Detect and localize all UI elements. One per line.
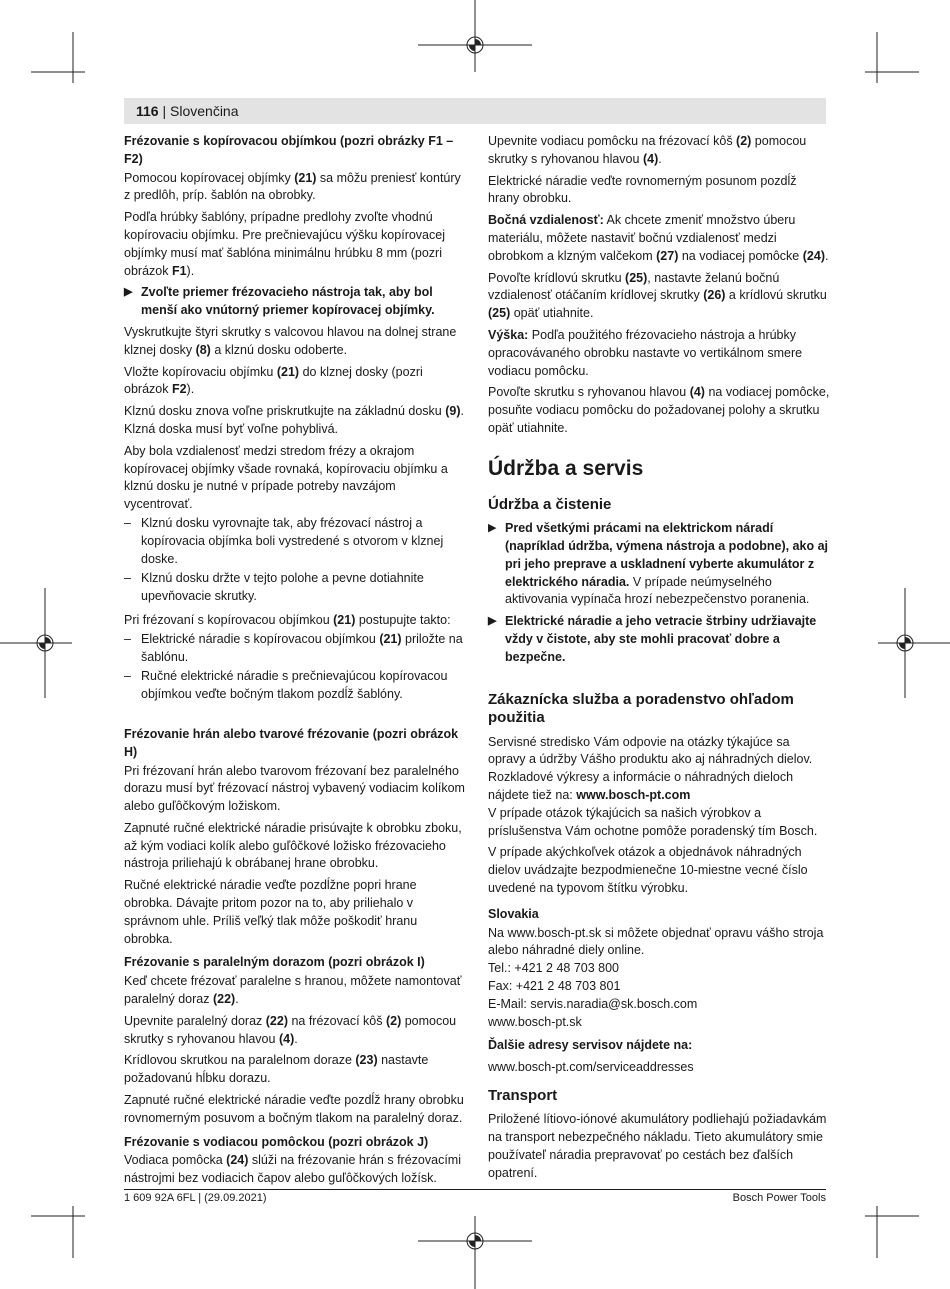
paragraph: Upevnite vodiacu pomôcku na frézovací kôš (2) pomocou skrutky s ryhovanou hlavou (4). [488, 134, 807, 166]
paragraph: Servisné stredisko Vám odpovie na otázky týkajúce sa opravy a údržby Vášho produktu ako aj náhradných dielov. Rozkladové výkresy a informácie o náhradných dieloch nájdete tiež na: www.bosch-pt.com [488, 734, 813, 803]
warning-bullet: ▶ Pred všetkými prácami na elektrickom náradí (napríklad údržba, výmena nástroja a podobne), ako aj pri jeho preprave a uskladnení vyberte akumulátor z elektrického náradia. V prípade neúmyselného aktivovania vypínača hrozí nebezpečenstvo poranenia. [488, 521, 828, 607]
paragraph: Vyskrutkujte štyri skrutky s valcovou hlavou na dolnej strane klznej dosky (8) a klznú dosku odoberte. [124, 324, 457, 357]
paragraph: Krídlovou skrutkou na paralelnom doraze (23) nastavte požadovanú hĺbku dorazu. [124, 1053, 429, 1086]
contact-fax: Fax: +421 2 48 703 801 [488, 978, 621, 993]
paragraph: Klznú dosku znova voľne priskrutkujte na základnú dosku (9). Klzná doska musí byť voľne pohyblivá. [124, 404, 464, 436]
dash-list-item: – Ručné elektrické náradie s prečnievajúcou kopírovacou objímkou veďte bočným tlakom pozdĺž šablóny. [124, 669, 448, 702]
footer-brand: Bosch Power Tools [732, 1192, 826, 1204]
paragraph: Elektrické náradie veďte rovnomerným posunom pozdĺž hrany obrobku. [488, 173, 797, 206]
paragraph: Podľa hrúbky šablóny, prípadne predlohy zvoľte vhodnú kopírovaciu objímku. Pre prečnievajúcu výšku kopírovacej objímky musí mať šablóna minimálnu hrúbku 8 mm (pozri obrázok F1). [124, 210, 445, 278]
paragraph: Pri frézovaní s kopírovacou objímkou (21) postupujte takto: [124, 612, 451, 627]
paragraph: Pri frézovaní hrán alebo tvarovom frézovaní bez paralelného dorazu musí byť frézovací nástroj vybavený vodiacim kolíkom alebo guľôčkovým ložiskom. [124, 763, 465, 814]
left-column [124, 133, 466, 1192]
contact-tel: Tel.: +421 2 48 703 800 [488, 961, 620, 976]
dash-list-item: – Klznú dosku držte v tejto polohe a pevne dotiahnite upevňovacie skrutky. [124, 571, 424, 604]
dash-list-item: – Klznú dosku vyrovnajte tak, aby frézovací nástroj a kopírovacia objímka boli vystredené s otvorom v klznej doske. [124, 515, 444, 566]
header-language: Slovenčina [170, 103, 239, 119]
paragraph: Aby bola vzdialenosť medzi stredom frézy a okrajom kopírovacej objímky všade rovnaká, kopírovaciu objímku a klznú dosku je nutné v prípade potreby navzájom vycentrovať. [124, 443, 448, 512]
warning-bullet: ▶ Zvoľte priemer frézovacieho nástroja tak, aby bol menší ako vnútorný priemer kopírovacej objímky. [124, 285, 435, 318]
page-number: 116 [136, 103, 159, 119]
warning-bullet: ▶ Elektrické náradie a jeho vetracie štrbiny udržiavajte vždy v čistote, aby ste mohli pracovať dobre a bezpečne. [488, 614, 817, 664]
section-heading: Zákaznícka služba a poradenstvo ohľadom použitia [488, 690, 794, 727]
chapter-heading: Údržba a servis [488, 456, 644, 480]
section-title: Frézovanie s paralelným dorazom (pozri obrázok I) [124, 955, 425, 970]
contact-email[interactable]: E-Mail: servis.naradia@sk.bosch.com [488, 996, 698, 1011]
paragraph: Zapnuté ručné elektrické náradie prisúvajte k obrobku zboku, až kým vodiaci kolík alebo guľôčkové ložisko frézovacieho nástroja priliehajú k obrábanej hrane obrobku. [124, 820, 462, 871]
service-url[interactable]: www.bosch-pt.com [576, 788, 691, 803]
paragraph: Výška: Podľa použitého frézovacieho nástroja a hrúbky opracovávaného obrobku nastavte vo vertikálnom smere vodiacu pomôcku. [488, 327, 803, 378]
footer-rule [124, 1189, 826, 1190]
paragraph: Povoľte skrutku s ryhovanou hlavou (4) na vodiacej pomôcke, posuňte vodiacu pomôcku do požadovanej polohy a skrutku opäť utiahnite. [488, 385, 830, 435]
paragraph: Zapnuté ručné elektrické náradie veďte pozdĺž hrany obrobku rovnomerným posuvom a bočným tlakom na paralelný doraz. [124, 1093, 464, 1125]
country-title: Slovakia [488, 906, 539, 921]
paragraph: Vložte kopírovaciu objímku (21) do klznej dosky (pozri obrázok F2). [124, 364, 423, 397]
paragraph: V prípade akýchkoľvek otázok a objednávok náhradných dielov uvádzajte bezpodmienečne 10-miestne vecné číslo uvedené na typovom štítku výrobku. [488, 845, 808, 895]
paragraph: Vodiaca pomôcka (24) slúži na frézovanie hrán s frézovacími nástrojmi bez vodiacich čapov alebo guľôčkových ložísk. [124, 1153, 461, 1186]
header-separator: | [158, 103, 171, 119]
section-heading: Transport [488, 1086, 558, 1104]
page-header [136, 103, 239, 119]
paragraph: Pomocou kopírovacej objímky (21) sa môžu preniesť kontúry z predlôh, príp. šablón na obrobky. [124, 170, 461, 203]
dash-list-item: – Elektrické náradie s kopírovacou objímkou (21) priložte na šablónu. [124, 631, 463, 664]
contact-web[interactable]: www.bosch-pt.sk [488, 1014, 582, 1029]
paragraph: Keď chcete frézovať paralelne s hranou, môžete namontovať paralelný doraz (22). [124, 974, 462, 1007]
paragraph: Priložené lítiovo-iónové akumulátory podliehajú požiadavkám na transport nebezpečného nákladu. Tieto akumulátory smie používateľ náradia prepravovať po cestách bez ďalších opatrení. [488, 1112, 827, 1180]
triangle-right-icon: ▶ [488, 615, 497, 628]
section-title: Frézovanie s vodiacou pomôckou (pozri obrázok J) [124, 1134, 429, 1149]
paragraph: Ručné elektrické náradie veďte pozdĺžne popri hrane obrobka. Dávajte pritom pozor na to, aby priliehalo v správnom uhle. Príliš veľký tlak môže poškodiť hranu obrobka. [124, 878, 418, 946]
triangle-right-icon: ▶ [124, 286, 133, 299]
paragraph: Na www.bosch-pt.sk si môžete objednať opravu vášho stroja alebo náhradné diely online. [488, 925, 824, 958]
paragraph: Upevnite paralelný doraz (22) na frézovací kôš (2) pomocou skrutky s ryhovanou hlavou (4). [124, 1013, 457, 1046]
triangle-right-icon: ▶ [488, 522, 497, 535]
section-heading: Údržba a čistenie [488, 495, 612, 513]
paragraph: V prípade otázok týkajúcich sa našich výrobkov a príslušenstva Vám ochotne pomôže poradenský tím Bosch. [488, 805, 818, 838]
service-addresses-url[interactable]: www.bosch-pt.com/serviceaddresses [488, 1060, 694, 1075]
footer-doc-id: 1 609 92A 6FL | (29.09.2021) [124, 1192, 267, 1204]
paragraph: Bočná vzdialenosť: Ak chcete zmeniť množstvo úberu materiálu, môžete nastaviť bočnú vzdialenosť medzi obrobkom a klzným valčekom (27) na vodiacej pomôcke (24). [488, 213, 829, 263]
section-title: Frézovanie s kopírovacou objímkou (pozri obrázky F1 – F2) [124, 134, 454, 166]
more-addresses-title: Ďalšie adresy servisov nájdete na: [488, 1038, 693, 1053]
paragraph: Povoľte krídlovú skrutku (25), nastavte želanú bočnú vzdialenosť otáčaním krídlovej skrutky (26) a krídlovú skrutku (25) opäť utiahnite. [488, 270, 827, 321]
section-title: Frézovanie hrán alebo tvarové frézovanie (pozri obrázok H) [124, 726, 459, 759]
right-column [488, 133, 830, 1187]
